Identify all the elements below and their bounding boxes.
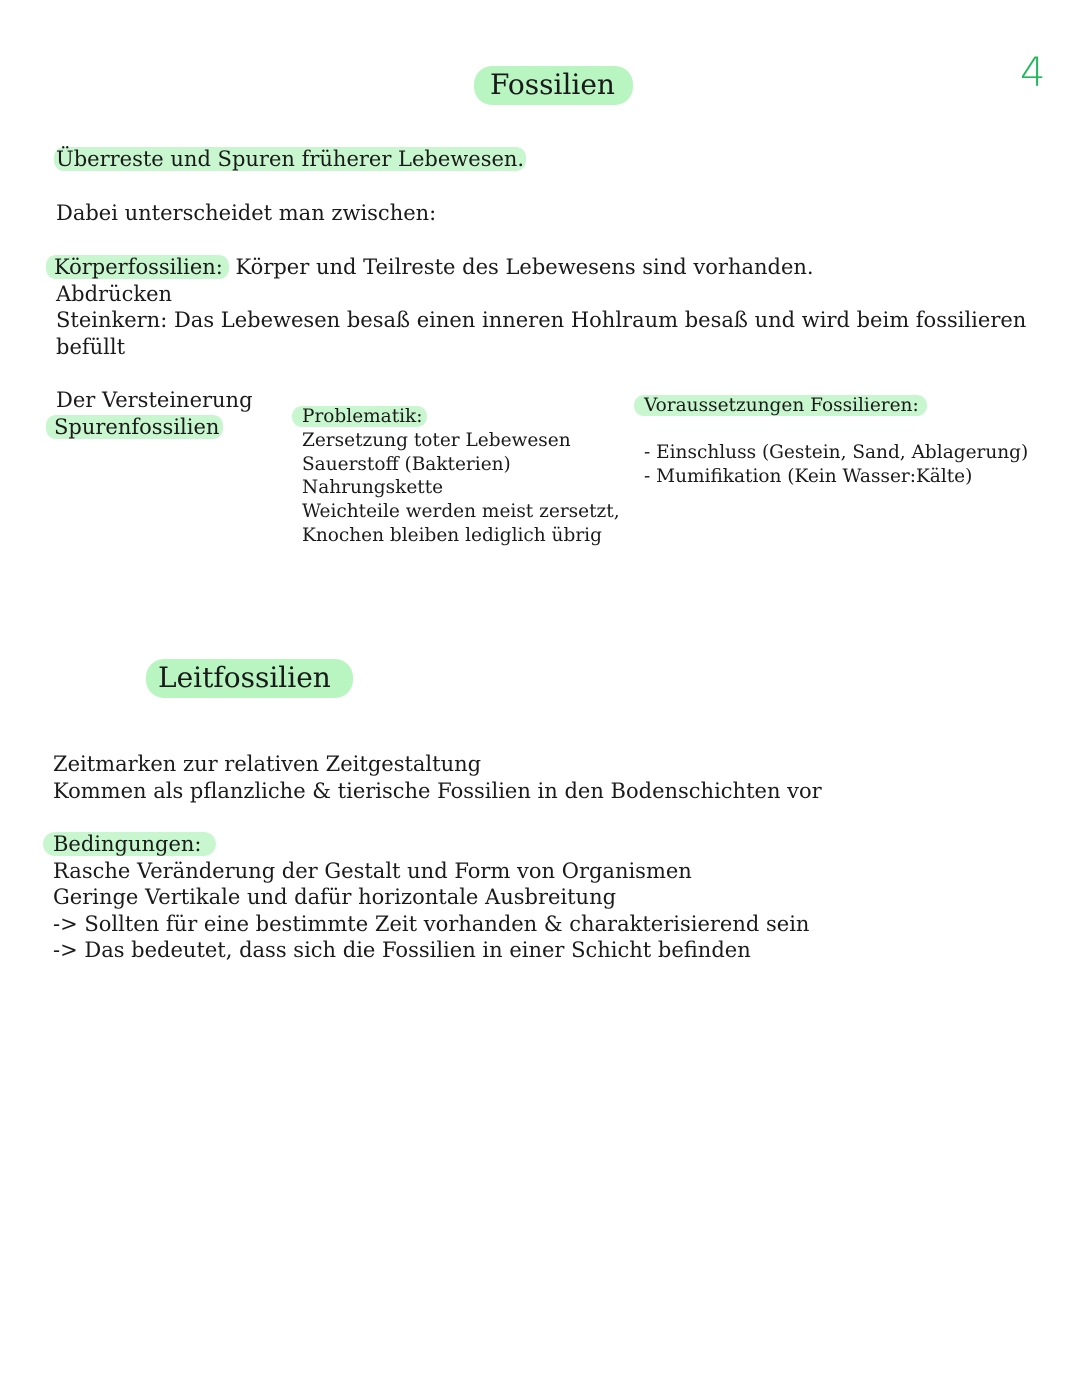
left-list-item-1: Der Versteinerung — [56, 388, 253, 412]
bedingung-1: Rasche Veränderung der Gestalt und Form von Organismen — [53, 858, 692, 883]
voraussetzungen-label-wrap — [634, 394, 927, 418]
problematik-block — [292, 405, 620, 548]
bedingung-2: Geringe Vertikale und dafür horizontale Ausbreitung — [53, 885, 617, 909]
definition-highlight: Überreste und Spuren früherer Lebewesen. — [56, 147, 525, 171]
distinction-text: Dabei unterscheidet man zwischen: — [56, 201, 437, 225]
bedingung-4: -> Das bedeutet, dass sich die Fossilien in einer Schicht befinden — [53, 938, 751, 962]
leitfossilien-intro — [53, 751, 822, 804]
koerper-line3: Steinkern: Das Lebewesen besaß einen inneren Hohlraum besaß und wird beim fossilieren — [56, 308, 1027, 332]
left-list-item-2: Spurenfossilien — [46, 415, 223, 439]
problematik-line-3: Nahrungskette — [302, 477, 444, 499]
leitfossilien-line-2: Kommen als pflanzliche & tierische Fossilien in den Bodenschichten vor — [53, 778, 822, 803]
bedingungen-block — [43, 831, 809, 964]
koerper-line4: befüllt — [56, 334, 126, 359]
page-title: Fossilien — [474, 66, 633, 105]
voraussetzungen-list — [644, 441, 1028, 489]
problematik-line-5: Knochen bleiben lediglich übrig — [302, 524, 602, 546]
koerper-label: Körperfossilien: — [46, 255, 229, 279]
leitfossilien-line-1: Zeitmarken zur relativen Zeitgestaltung — [53, 752, 482, 776]
koerper-text: Körper und Teilreste des Lebewesens sind vorhanden. — [228, 255, 814, 279]
left-list — [46, 387, 253, 440]
bedingungen-label: Bedingungen: — [43, 832, 216, 856]
voraussetzungen-label: Voraussetzungen Fossilieren: — [634, 395, 927, 416]
definition-text — [54, 146, 526, 173]
koerper-line2: Abdrücken — [56, 281, 173, 306]
problematik-label: Problematik: — [292, 406, 427, 427]
page-number: 4 — [1020, 50, 1046, 96]
problematik-line-1: Zersetzung toter Lebewesen — [302, 429, 571, 451]
koerper-block — [46, 254, 1026, 360]
voraussetzungen-item-2: - Mumifikation (Kein Wasser:Kälte) — [644, 465, 973, 487]
problematik-line-2: Sauerstoff (Bakterien) — [302, 453, 511, 475]
bedingung-3: -> Sollten für eine bestimmte Zeit vorhanden & charakterisierend sein — [53, 911, 810, 936]
problematik-line-4: Weichteile werden meist zersetzt, — [302, 501, 620, 523]
section-title-leitfossilien: Leitfossilien — [146, 659, 353, 698]
voraussetzungen-item-1: - Einschluss (Gestein, Sand, Ablagerung) — [644, 442, 1029, 463]
